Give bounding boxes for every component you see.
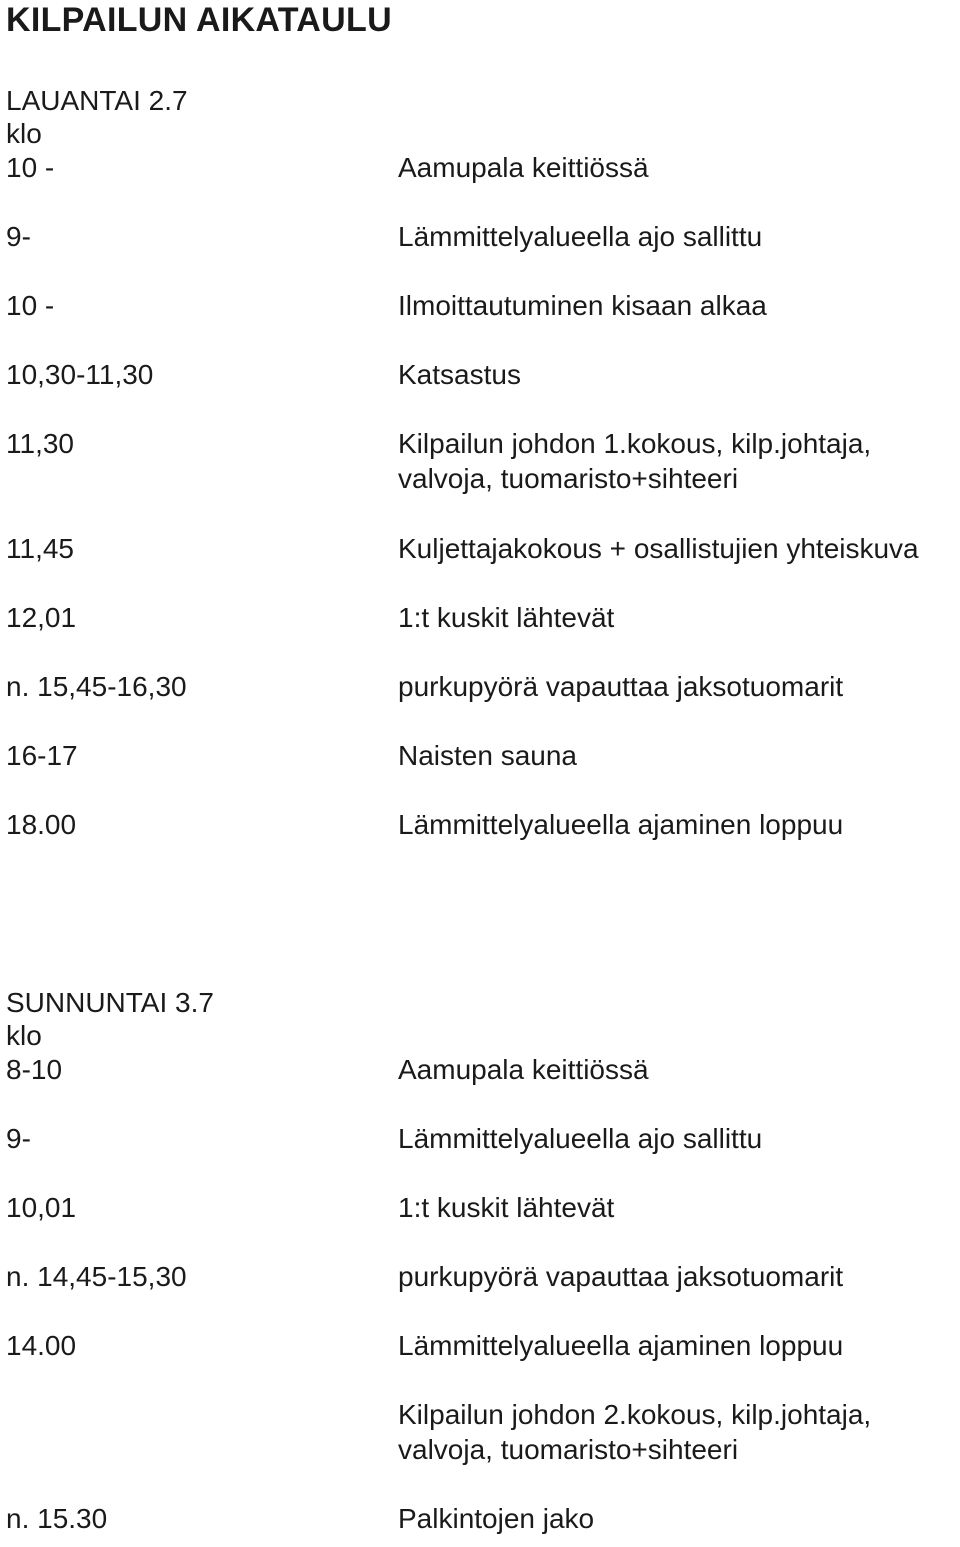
schedule-row (6, 1328, 960, 1363)
schedule-activity: Naisten sauna (398, 740, 578, 771)
schedule-activity: Aamupala keittiössä (398, 1054, 649, 1085)
schedule-activity: Lämmittelyalueella ajaminen loppuu (398, 1330, 844, 1361)
schedule-time: n. 15.30 (6, 1503, 108, 1534)
schedule-row (6, 669, 960, 704)
sunday-section (6, 986, 960, 1536)
schedule-activity: purkupyörä vapauttaa jaksotuomarit (398, 671, 844, 702)
schedule-row (6, 357, 960, 392)
schedule-time: 12,01 (6, 602, 77, 633)
schedule-time: 14.00 (6, 1330, 77, 1361)
schedule-activity: purkupyörä vapauttaa jaksotuomarit (398, 1261, 844, 1292)
schedule-time: 10,01 (6, 1192, 77, 1223)
schedule-time (6, 1397, 398, 1467)
saturday-section (6, 84, 960, 842)
schedule-time: 18.00 (6, 809, 77, 840)
schedule-row (6, 531, 960, 566)
page-title: KILPAILUN AIKATAULU (6, 1, 392, 39)
sunday-klo-label: klo (6, 1020, 42, 1051)
schedule-row (6, 219, 960, 254)
schedule-row (6, 600, 960, 635)
schedule-row (6, 1397, 960, 1467)
schedule-activity: Palkintojen jako (398, 1503, 595, 1534)
schedule-activity: Lämmittelyalueella ajo sallittu (398, 221, 763, 252)
schedule-row (6, 150, 960, 185)
schedule-activity: Kilpailun johdon 2.kokous, kilp.johtaja, valvoja, tuomaristo+sihteeri (398, 1399, 872, 1465)
schedule-time: 11,30 (6, 428, 74, 459)
schedule-time: n. 15,45-16,30 (6, 671, 187, 702)
schedule-activity: Katsastus (398, 359, 521, 390)
schedule-activity: 1:t kuskit lähtevät (398, 1192, 615, 1223)
schedule-time: 10,30-11,30 (6, 359, 154, 390)
schedule-activity: Ilmoittautuminen kisaan alkaa (398, 290, 767, 321)
schedule-activity: Lämmittelyalueella ajaminen loppuu (398, 809, 844, 840)
schedule-time: 10 - (6, 152, 55, 183)
schedule-activity: 1:t kuskit lähtevät (398, 602, 615, 633)
schedule-row (6, 1501, 960, 1536)
schedule-time: 10 - (6, 290, 55, 321)
schedule-row (6, 1052, 960, 1087)
schedule-time: 9- (6, 221, 31, 252)
schedule-time: 8-10 (6, 1054, 63, 1085)
schedule-row (6, 738, 960, 773)
schedule-activity: Kuljettajakokous + osallistujien yhteiskuva (398, 533, 919, 564)
schedule-row (6, 807, 960, 842)
schedule-activity: Lämmittelyalueella ajo sallittu (398, 1123, 763, 1154)
schedule-row (6, 1190, 960, 1225)
schedule-activity: Kilpailun johdon 1.kokous, kilp.johtaja, valvoja, tuomaristo+sihteeri (398, 428, 872, 494)
schedule-row (6, 426, 960, 496)
schedule-activity: Aamupala keittiössä (398, 152, 649, 183)
schedule-row (6, 1259, 960, 1294)
schedule-row (6, 1121, 960, 1156)
schedule-time: n. 14,45-15,30 (6, 1261, 187, 1292)
sunday-heading: SUNNUNTAI 3.7 (6, 987, 214, 1018)
schedule-time: 16-17 (6, 740, 78, 771)
schedule-time: 9- (6, 1123, 31, 1154)
saturday-klo-label: klo (6, 118, 42, 149)
schedule-time: 11,45 (6, 533, 74, 564)
saturday-heading: LAUANTAI 2.7 (6, 85, 188, 116)
schedule-row (6, 288, 960, 323)
